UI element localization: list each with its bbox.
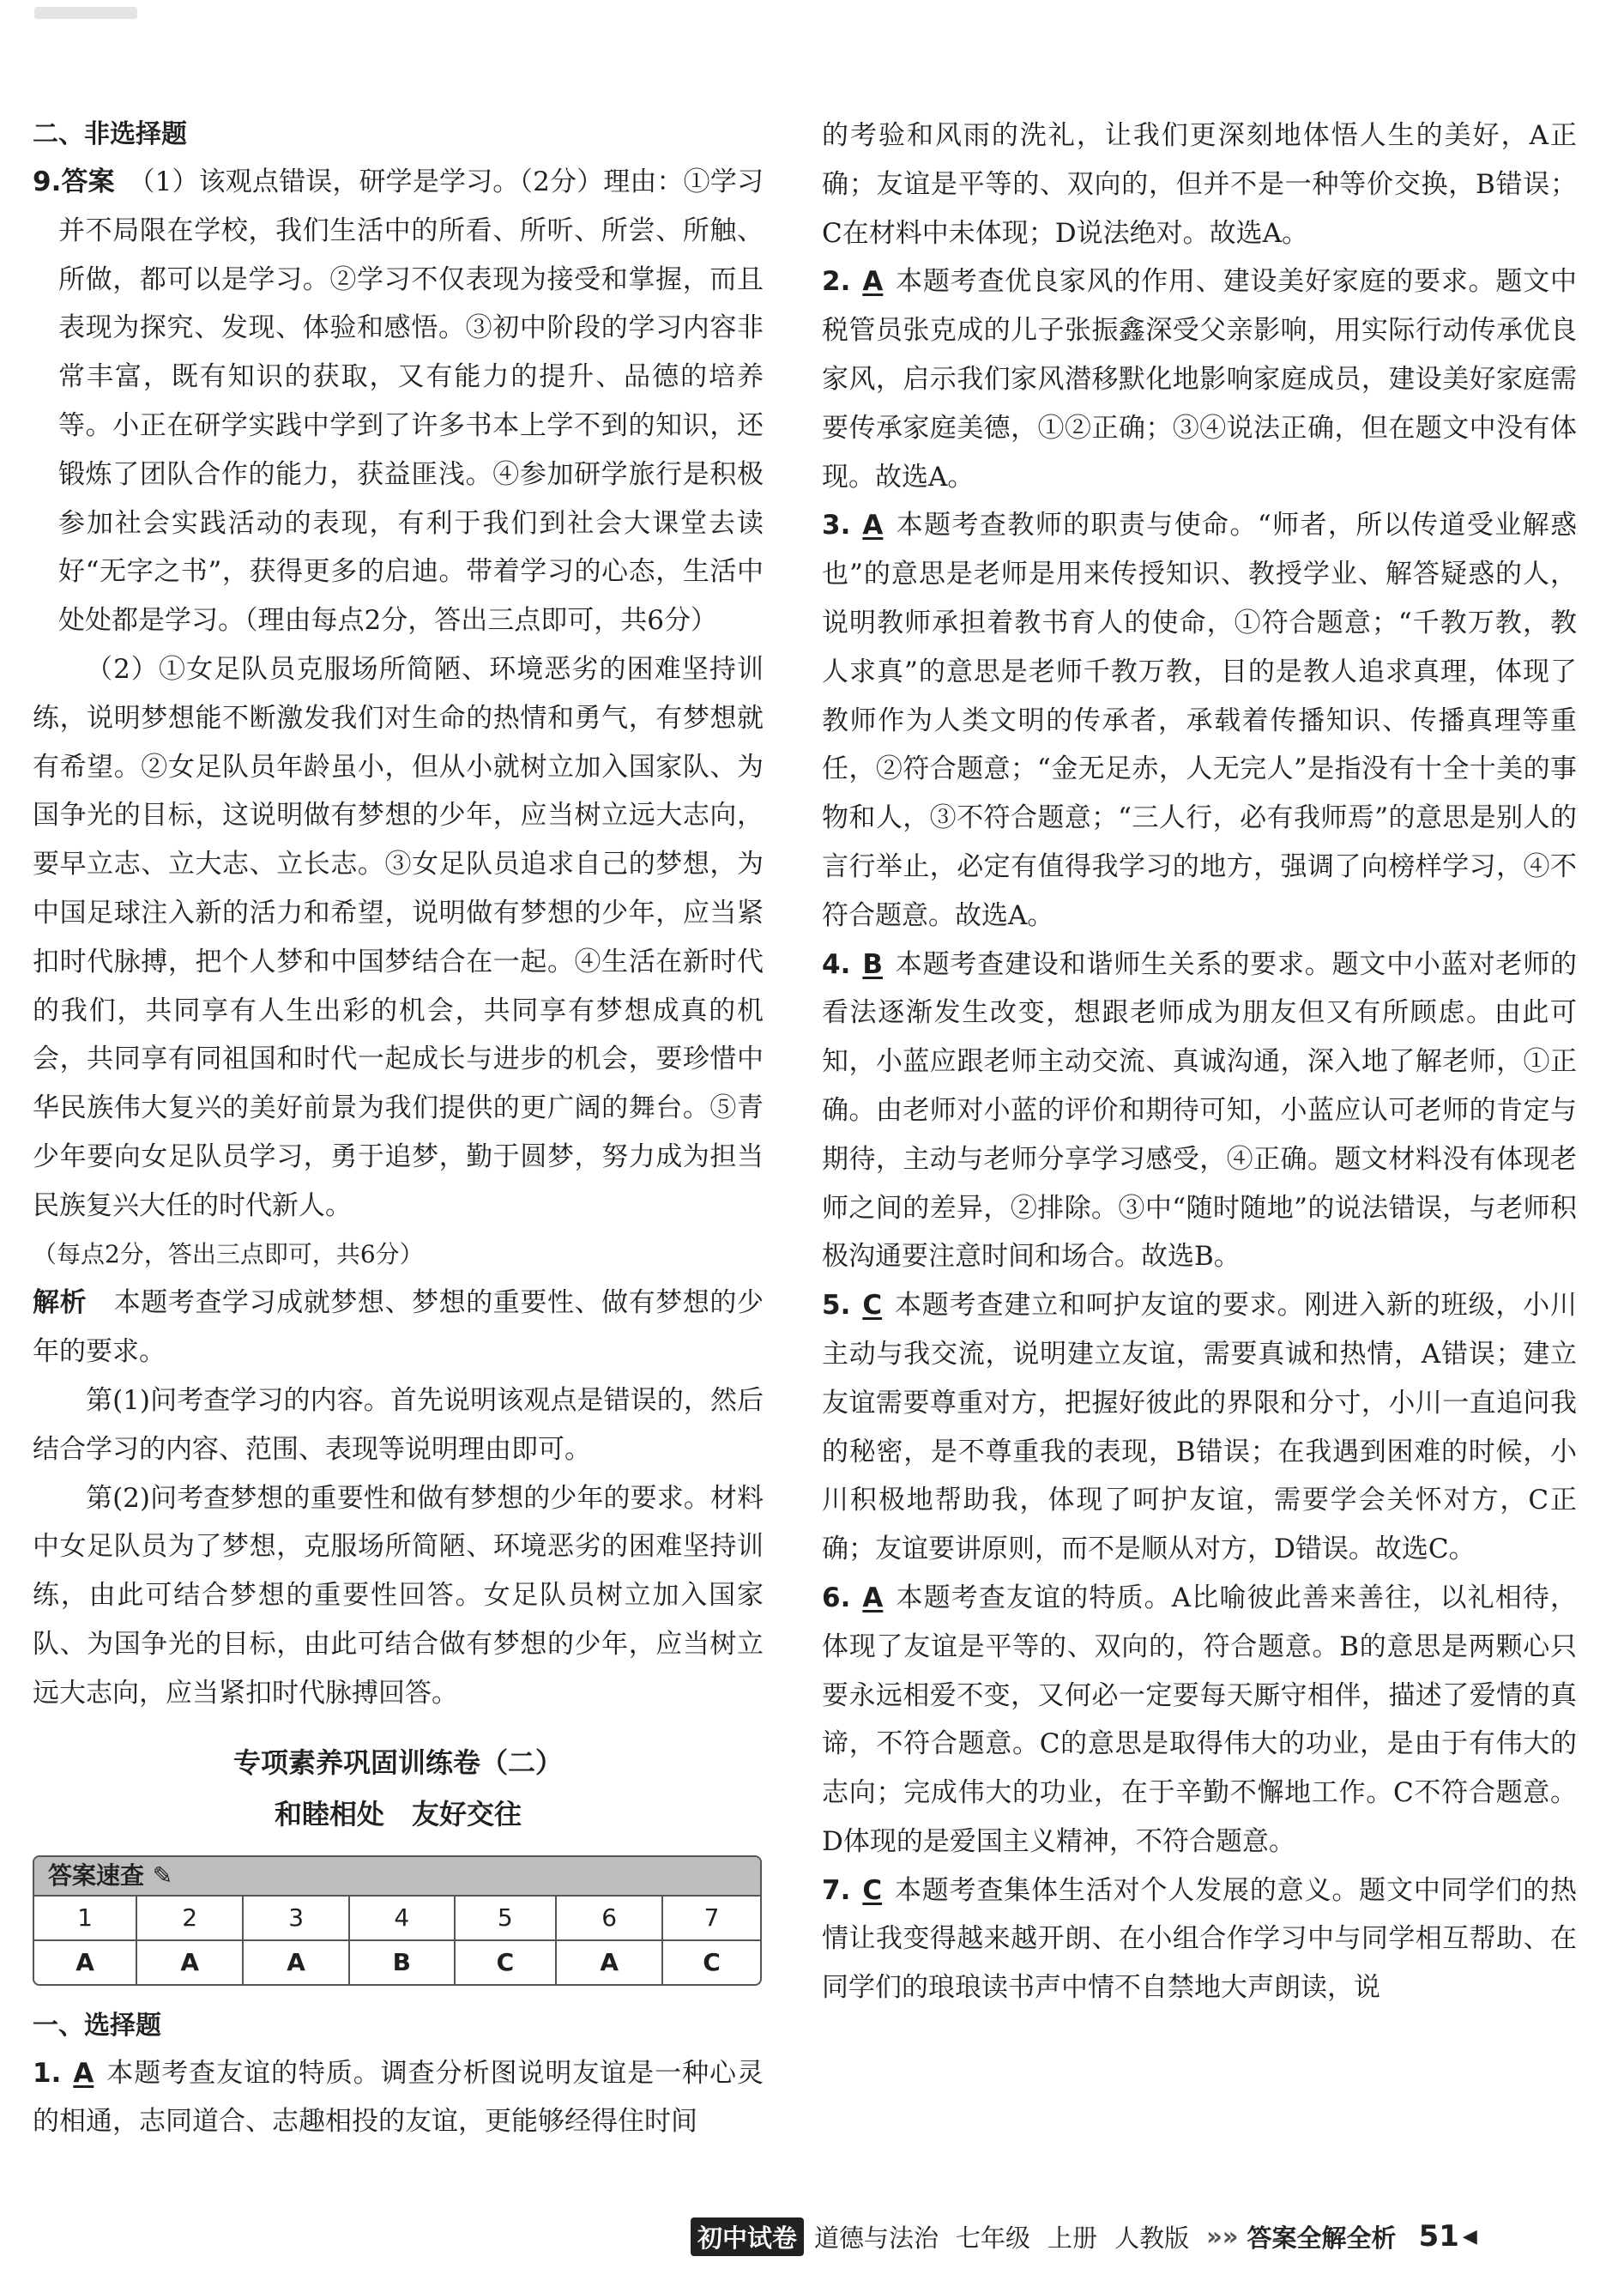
q9-analysis [33,1279,764,1376]
question-number: 7 [662,1897,760,1940]
q6-number: 6. [822,1582,851,1613]
footer-edition: 人教版 [1114,2223,1190,2253]
q6-choice: A [862,1582,884,1613]
q6-answer [822,1574,1577,1867]
answer-cell: C [455,1940,557,1984]
page-footer [691,2212,1477,2260]
q1-number: 1. [33,2057,62,2089]
q9-part1-text: （1）该观点错误，研学是学习。（2分）理由：①学习并不局限在学校，我们生活中的所看、所听、所尝、所触、所做，都可以是学习。②学习不仅表现为接受和掌握，而且表现为探究、发现、体验和感悟。③初中阶段的学习内容非常丰富，既有知识的获取，又有能力的提升、品德的培养等。小正在研学实践中学到了许多书本上学不到的知识，还锻炼了团队合作的能力，获益匪浅。④参加研学旅行是积极参加社会实践活动的表现，有利于我们到社会大课堂去读好“无字之书”，获得更多的启迪。带着学习的心态，生活中处处都是学习。 [58,166,764,637]
q4-answer [822,941,1577,1282]
quick-check-title: 答案速查 ✎ [34,1857,760,1897]
q9-analysis-part1: 第(1)问考查学习的内容。首先说明该观点是错误的，然后结合学习的内容、范围、表现等说明理由即可。 [33,1384,764,1465]
footer-volume: 上册 [1047,2223,1098,2253]
top-edge-mark [34,7,137,19]
q2-answer [822,257,1577,501]
q1-choice: A [73,2057,94,2089]
q9-answer-part1 [33,158,764,645]
q9-part2-note: （每点2分，答出三点即可，共6分） [33,1239,424,1268]
q1-text: 本题考查友谊的特质。调查分析图说明友谊是一种心灵的相通，志同道合、志趣相投的友谊，更能够经得住时间 [33,2057,764,2138]
q5-choice: C [862,1290,883,1322]
quick-check-numbers-row [34,1897,760,1940]
footer-subject: 道德与法治 [814,2223,939,2253]
series-badge: 初中试卷 [691,2217,804,2256]
q5-text: 本题考查建立和呵护友谊的要求。刚进入新的班级，小川主动与我交流，说明建立友谊，需要真诚和热情，A错误；建立友谊需要尊重对方，把握好彼此的界限和分寸，小川一直追问我的秘密，是不尊重我的表现，B错误；在我遇到困难的时候，小川积极地帮助我，体现了呵护友谊，需要学会关怀对方，C正确；友谊要讲原则，而不是顺从对方，D错误。故选C。 [822,1290,1577,1565]
page-marker-icon: ◀ [1462,2225,1477,2248]
right-column [822,112,1577,2012]
q2-number: 2. [822,266,851,298]
q5-number: 5. [822,1290,851,1322]
answer-cell: A [243,1940,349,1984]
footer-answer-label: 答案全解全析 [1247,2223,1397,2253]
q2-text: 本题考查优良家风的作用、建设美好家庭的要求。题文中税管员张克成的儿子张振鑫深受父亲影响，用实际行动传承优良家风，启示我们家风潜移默化地影响家庭成员，建设美好家庭需要传承家庭美德，①②正确；③④说法正确，但在题文中没有体现。故选A。 [822,266,1577,493]
question-number: 5 [455,1897,557,1940]
section-heading-nonchoice: 二、非选择题 [33,119,187,149]
q9-answer-label: 9.答案 [33,166,115,197]
q9-analysis-text: 本题考查学习成就梦想、梦想的重要性、做有梦想的少年的要求。 [33,1287,764,1368]
q3-choice: A [862,510,884,541]
quick-check-answers-row [34,1940,760,1984]
q4-number: 4. [822,948,851,980]
chapter-subtitle: 和睦相处 友好交往 [274,1797,522,1830]
q3-answer [822,501,1577,940]
q1-answer-continued: 的考验和风雨的洗礼，让我们更深刻地体悟人生的美好，A正确；友谊是平等的、双向的，但并不是一种等价交换，B错误；C在材料中未体现；D说法绝对。故选A。 [822,120,1577,249]
q7-number: 7. [822,1874,851,1906]
q4-choice: B [862,948,883,980]
answer-cell: A [556,1940,662,1984]
question-number: 2 [136,1897,243,1940]
chapter-title: 专项素养巩固训练卷（二） [232,1746,563,1779]
question-number: 1 [34,1897,136,1940]
q7-answer [822,1867,1577,2012]
question-number: 6 [556,1897,662,1940]
q9-analysis-part2: 第(2)问考查梦想的重要性和做有梦想的少年的要求。材料中女足队员为了梦想，克服场所简陋、环境恶劣的困难坚持训练，由此可结合梦想的重要性回答。女足队员树立加入国家队、为国争光的目标，由此可结合做有梦想的少年，应当树立远大志向，应当紧扣时代脉搏回答。 [33,1482,764,1709]
q7-text: 本题考查集体生活对个人发展的意义。题文中同学们的热情让我变得越来越开朗、在小组合作学习中与同学相互帮助、在同学们的琅琅读书声中情不自禁地大声朗读，说 [822,1874,1577,2004]
q5-answer [822,1281,1577,1574]
answer-quick-check-table [33,1855,762,1986]
answer-cell: A [75,1948,94,1976]
question-number: 4 [349,1897,454,1940]
answer-cell: C [662,1940,760,1984]
q9-answer-part2: （2）①女足队员克服场所简陋、环境恶劣的困难坚持训练，说明梦想能不断激发我们对生命的热情和勇气，有梦想就有希望。②女足队员年龄虽小，但从小就树立加入国家队、为国争光的目标，这说明做有梦想的少年，应当树立远大志向，要早立志、立大志、立长志。③女足队员追求自己的梦想，为中国足球注入新的活力和希望，说明做有梦想的少年，应当紧扣时代脉搏，把个人梦和中国梦结合在一起。④生活在新时代的我们，共同享有人生出彩的机会，共同享有梦想成真的机会，共同享有同祖国和时代一起成长与进步的机会，要珍惜中华民族伟大复兴的美好前景为我们提供的更广阔的舞台。⑤青少年要向女足队员学习，勇于追梦，勤于圆梦，努力成为担当民族复兴大任的时代新人。 [33,653,764,1221]
q2-choice: A [862,266,884,298]
section-heading-choice: 一、选择题 [33,2010,161,2041]
q9-analysis-label: 解析 [33,1287,88,1319]
double-chevron-icon: »» [1206,2222,1239,2251]
footer-grade: 七年级 [956,2223,1031,2253]
left-column [33,112,764,2146]
q4-text: 本题考查建设和谐师生关系的要求。题文中小蓝对老师的看法逐渐发生改变，想跟老师成为朋友但又有所顾虑。由此可知，小蓝应跟老师主动交流、真诚沟通，深入地了解老师，①正确。由老师对小蓝的评价和期待可知，小蓝应认可老师的肯定与期待，主动与老师分享学习感受，④正确。题文材料没有体现老师之间的差异，②排除。③中“随时随地”的说法错误，与老师积极沟通要注意时间和场合。故选B。 [822,948,1577,1273]
question-number: 3 [243,1897,349,1940]
answer-cell: B [349,1940,454,1984]
q9-part1-note: （理由每点2分，答出三点即可，共6分） [245,605,717,637]
answer-cell: A [136,1940,243,1984]
q3-number: 3. [822,510,851,541]
pencil-icon: ✎ [152,1860,173,1890]
page-number: 51 [1418,2219,1459,2254]
q1-answer [33,2049,764,2147]
q7-choice: C [862,1874,883,1906]
q6-text: 本题考查友谊的特质。A比喻彼此善来善往，以礼相待，体现了友谊是平等的、双向的，符合题意。B的意思是两颗心只要永远相爱不变，又何必一定要每天厮守相伴，描述了爱情的真谛，不符合题意。C的意思是取得伟大的功业，是由于有伟大的志向；完成伟大的功业，在于辛勤不懈地工作。C不符合题意。D体现的是爱国主义精神，不符合题意。 [822,1582,1577,1857]
q3-text: 本题考查教师的职责与使命。“师者，所以传道受业解惑也”的意思是老师是用来传授知识、教授学业、解答疑惑的人，说明教师承担着教书育人的使命，①符合题意；“千教万教，教人求真”的意思是老师千教万教，目的是教人追求真理，体现了教师作为人类文明的传承者，承载着传播知识、传播真理等重任，②符合题意；“金无足赤，人无完人”是指没有十全十美的事物和人，③不符合题意；“三人行，必有我师焉”的意思是别人的言行举止，必定有值得我学习的地方，强调了向榜样学习，④不符合题意。故选A。 [822,510,1577,931]
